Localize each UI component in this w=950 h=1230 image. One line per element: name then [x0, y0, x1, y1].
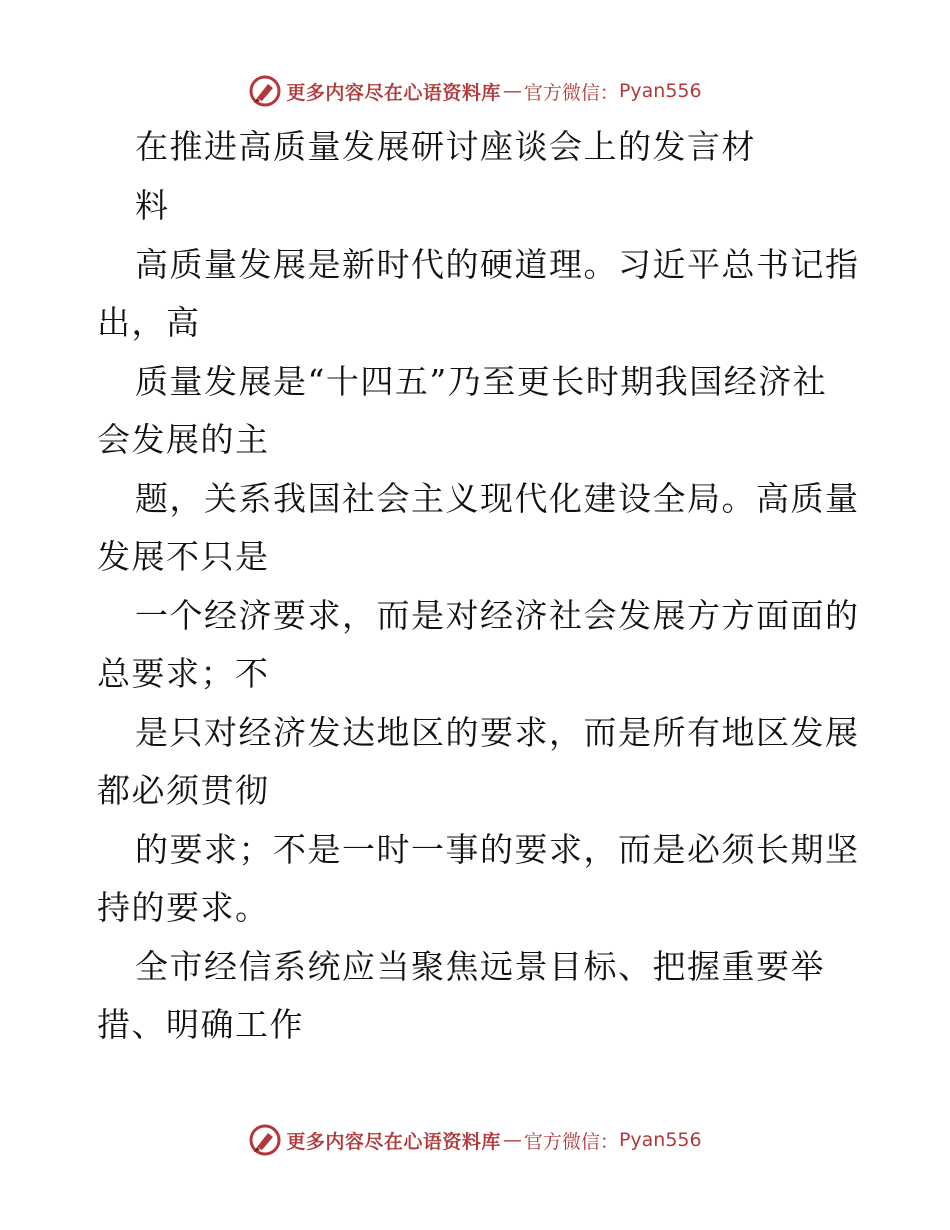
pen-nib-logo-icon [248, 74, 282, 108]
paragraph-line: 的要求；不是一时一事的要求，而是必须长期坚 [135, 830, 860, 869]
document-title-line-2: 料 [135, 186, 170, 225]
paragraph-line: 高质量发展是新时代的硬道理。习近平总书记指 [135, 245, 860, 284]
watermark-separator: — [502, 1129, 522, 1151]
watermark-contact-id: Pyan556 [618, 80, 702, 102]
paragraph-line: 出，高 [97, 303, 201, 342]
paragraph-line: 措、明确工作 [97, 1005, 304, 1044]
paragraph-line: 持的要求。 [97, 888, 270, 927]
paragraph-line: 质量发展是“十四五”乃至更长时期我国经济社 [135, 362, 828, 401]
paragraph-line: 全市经信系统应当聚焦远景目标、把握重要举 [135, 947, 825, 986]
watermark-separator: — [502, 80, 522, 102]
paragraph-line: 都必须贯彻 [97, 771, 270, 810]
document-title-line-1: 在推进高质量发展研讨座谈会上的发言材 [135, 127, 756, 166]
paragraph-line: 发展不只是 [97, 537, 270, 576]
paragraph-line: 题，关系我国社会主义现代化建设全局。高质量 [135, 479, 860, 518]
pen-nib-logo-icon [248, 1123, 282, 1157]
watermark-contact-id: Pyan556 [618, 1129, 702, 1151]
watermark-site-text: 更多内容尽在心语资料库 [286, 81, 501, 104]
paragraph-line: 一个经济要求，而是对经济社会发展方方面面的 [135, 596, 860, 635]
paragraph-line: 会发展的主 [97, 420, 270, 459]
watermark-contact-label: 官方微信： [523, 81, 619, 104]
watermark-contact-label: 官方微信： [523, 1130, 619, 1153]
header-watermark [0, 71, 950, 111]
footer-watermark [0, 1120, 950, 1160]
paragraph-line: 总要求；不 [97, 654, 270, 693]
watermark-site-text: 更多内容尽在心语资料库 [286, 1130, 501, 1153]
paragraph-line: 是只对经济发达地区的要求，而是所有地区发展 [135, 713, 860, 752]
